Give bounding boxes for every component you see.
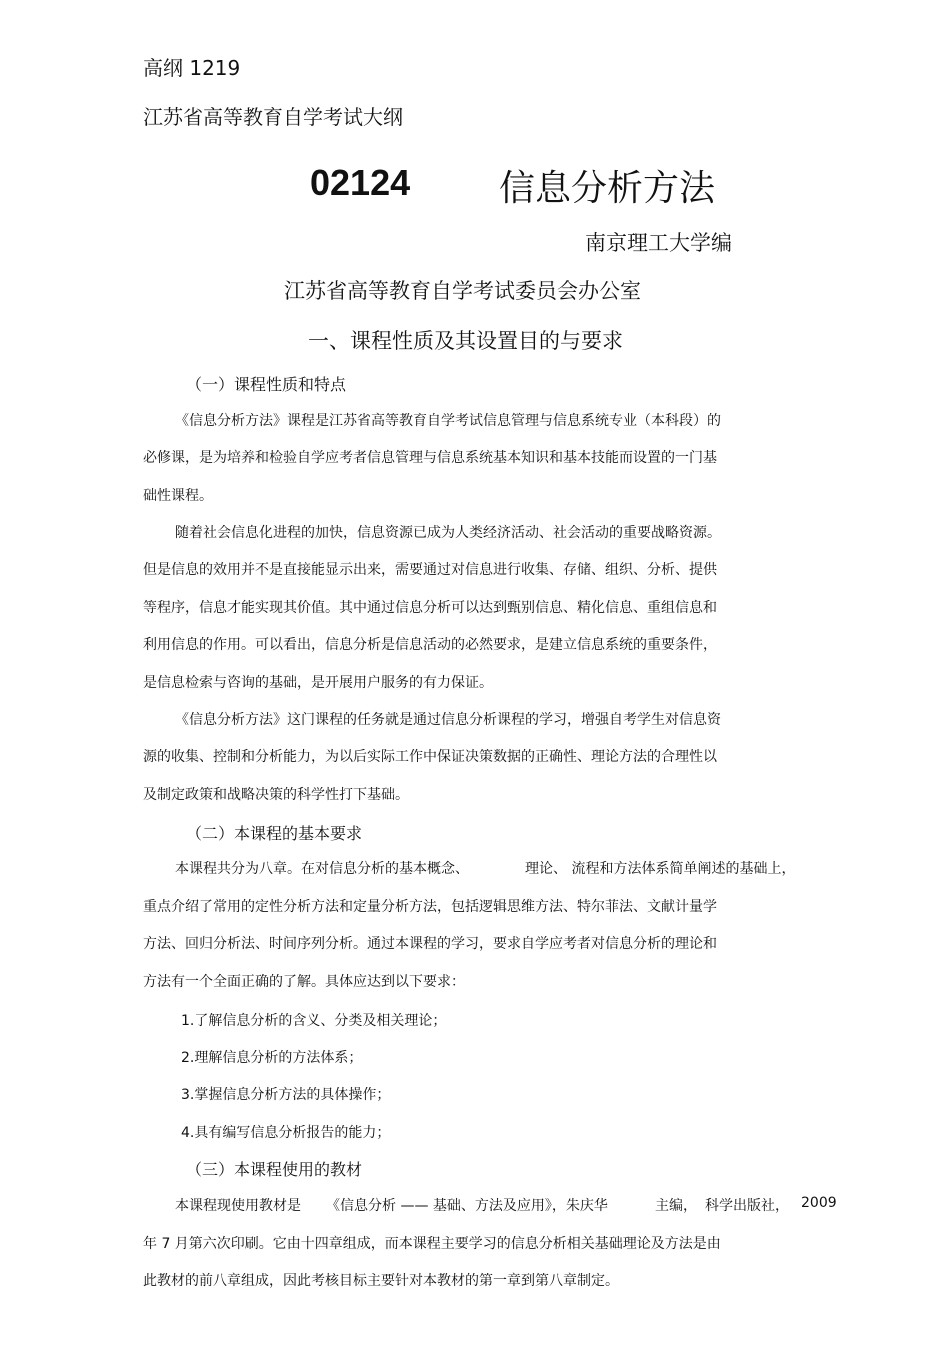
paragraph-line: 本课程共分为八章。在对信息分析的基本概念、 bbox=[175, 861, 469, 877]
list-item: 2.理解信息分析的方法体系； bbox=[181, 1050, 363, 1066]
paragraph-line: 必修课，是为培养和检验自学应考者信息管理与信息系统基本知识和基本技能而设置的一门基 bbox=[143, 450, 717, 466]
paragraph-line: 础性课程。 bbox=[143, 488, 213, 504]
paragraph-line: 重点介绍了常用的定性分析方法和定量分析方法，包括逻辑思维方法、特尔菲法、文献计量学 bbox=[143, 899, 717, 915]
paragraph-line: 利用信息的作用。可以看出，信息分析是信息活动的必然要求，是建立信息系统的重要条件， bbox=[143, 637, 717, 653]
paragraph-line: 本课程现使用教材是 bbox=[175, 1198, 301, 1214]
editor-line: 南京理工大学编 bbox=[585, 231, 732, 255]
course-name: 信息分析方法 bbox=[499, 168, 716, 209]
paragraph-line: 是信息检索与咨询的基础，是开展用户服务的有力保证。 bbox=[143, 675, 493, 691]
paragraph-line: 2009 bbox=[801, 1195, 837, 1211]
paragraph-line: 《信息分析方法》课程是江苏省高等教育自学考试信息管理与信息系统专业（本科段）的 bbox=[175, 413, 721, 429]
paragraph-line: 科学出版社， bbox=[705, 1198, 789, 1214]
paragraph-line: 《信息分析 —— 基础、方法及应用》，朱庆华 bbox=[326, 1198, 608, 1214]
course-code: 02124 bbox=[310, 162, 411, 203]
paragraph-line: 方法有一个全面正确的了解。具体应达到以下要求： bbox=[143, 974, 465, 990]
list-item: 1.了解信息分析的含义、分类及相关理论； bbox=[181, 1013, 447, 1029]
paragraph-line: 主编， bbox=[655, 1198, 697, 1214]
subsection-title: （一）课程性质和特点 bbox=[186, 375, 347, 394]
paragraph-line: 及制定政策和战略决策的科学性打下基础。 bbox=[143, 787, 409, 803]
section-title: 一、课程性质及其设置目的与要求 bbox=[308, 329, 623, 353]
subsection-title: （三）本课程使用的教材 bbox=[186, 1160, 363, 1179]
header-title: 江苏省高等教育自学考试大纲 bbox=[143, 105, 403, 129]
header-code: 高纲 1219 bbox=[143, 56, 241, 80]
paragraph-line: 此教材的前八章组成，因此考核目标主要针对本教材的第一章到第八章制定。 bbox=[143, 1273, 619, 1289]
list-item: 3.掌握信息分析方法的具体操作； bbox=[181, 1087, 391, 1103]
paragraph-line: 《信息分析方法》这门课程的任务就是通过信息分析课程的学习，增强自考学生对信息资 bbox=[175, 712, 721, 728]
paragraph-line: 等程序，信息才能实现其价值。其中通过信息分析可以达到甄别信息、精化信息、重组信息和 bbox=[143, 600, 717, 616]
paragraph-line: 方法、回归分析法、时间序列分析。通过本课程的学习，要求自学应考者对信息分析的理论和 bbox=[143, 936, 717, 952]
office-line: 江苏省高等教育自学考试委员会办公室 bbox=[284, 279, 641, 303]
subsection-title: （二）本课程的基本要求 bbox=[186, 824, 363, 843]
paragraph-line: 源的收集、控制和分析能力，为以后实际工作中保证决策数据的正确性、理论方法的合理性以 bbox=[143, 749, 717, 765]
paragraph-line: 但是信息的效用并不是直接能显示出来，需要通过对信息进行收集、存储、组织、分析、提供 bbox=[143, 562, 717, 578]
paragraph-line: 年 7 月第六次印刷。它由十四章组成，而本课程主要学习的信息分析相关基础理论及方法是由 bbox=[143, 1236, 721, 1252]
list-item: 4.具有编写信息分析报告的能力； bbox=[181, 1125, 391, 1141]
paragraph-line: 随着社会信息化进程的加快，信息资源已成为人类经济活动、社会活动的重要战略资源。 bbox=[175, 525, 721, 541]
paragraph-line: 理论、 流程和方法体系简单阐述的基础上， bbox=[525, 861, 796, 877]
